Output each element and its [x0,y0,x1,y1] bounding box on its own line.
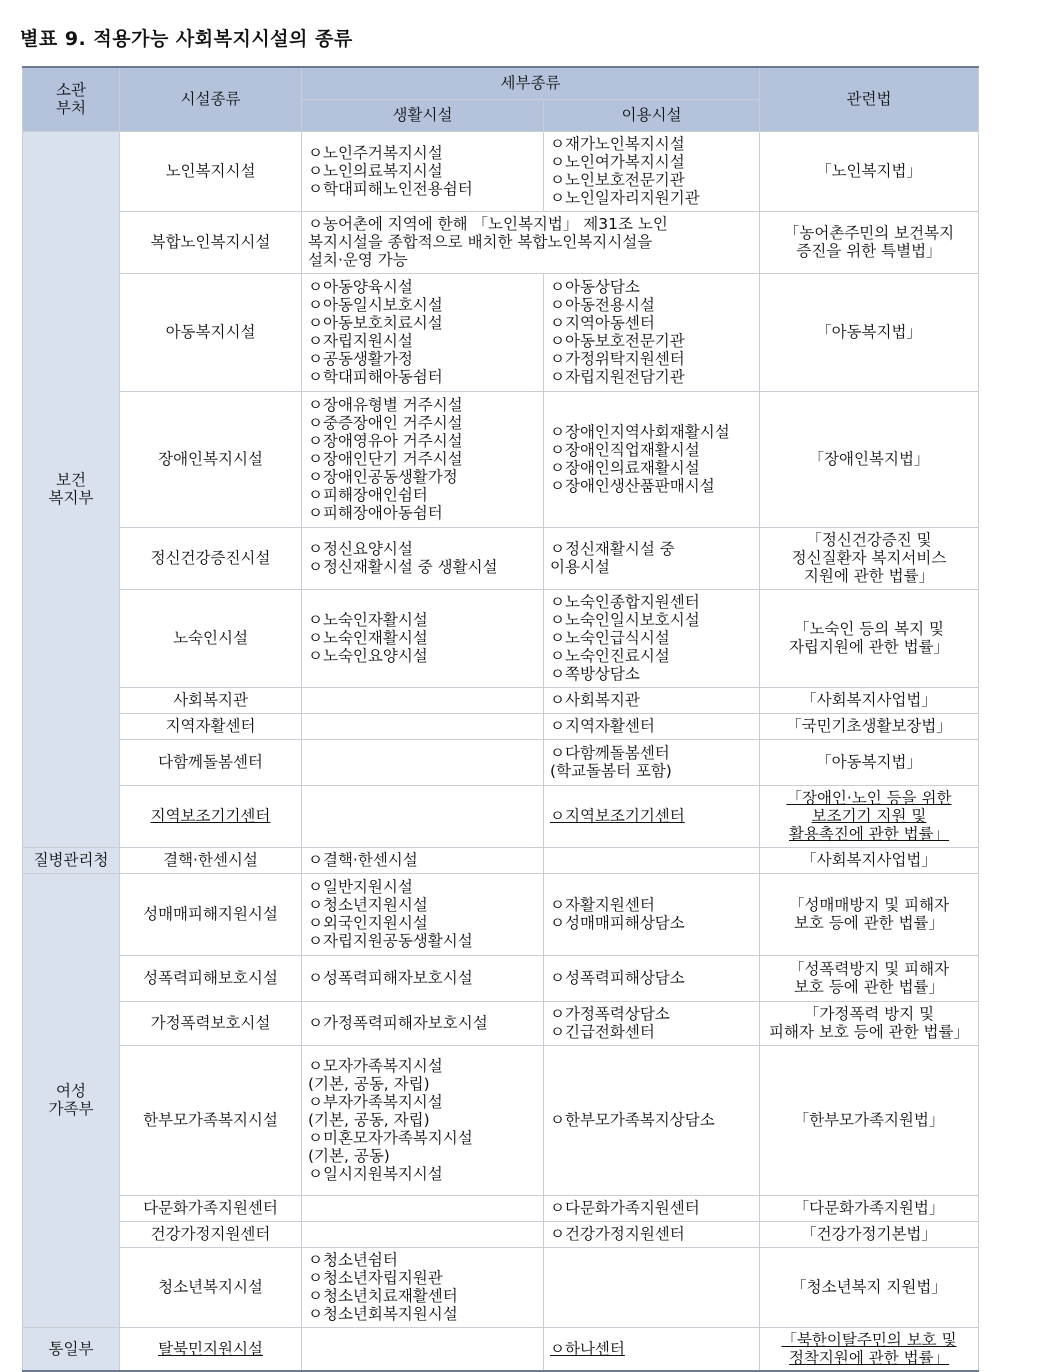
living-facilities [302,391,544,527]
text-line: 「농어촌주민의 보건복지 [783,224,955,242]
living-facilities [302,1045,544,1195]
usage-facilities [544,391,760,527]
text-line: 보호 등에 관한 법률」 [793,978,945,996]
dept-cell [23,1327,120,1371]
living-facilities [302,785,544,847]
table-row [23,527,979,589]
text-line: 「건강가정기본법」 [801,1225,937,1243]
text-line: (기본, 공동) [308,1147,390,1165]
text-line: ㅇ노숙인요양시설 [308,647,428,665]
text-line: ㅇ자활지원센터 [550,896,655,914]
facility-name: 아동복지시설 [120,273,302,391]
related-law [760,1221,979,1247]
living-facilities [302,1195,544,1221]
text-line: 지원에 관한 법률」 [803,567,935,585]
text-line: ㅇ한부모가족복지상담소 [550,1111,715,1129]
usage-facilities [544,785,760,847]
text-line: 질병관리청 [33,851,109,869]
text-line: ㅇ일시지원복지시설 [308,1165,443,1183]
usage-facilities [544,273,760,391]
table-row [23,1221,979,1247]
table-row [23,1001,979,1045]
usage-facilities [544,1221,760,1247]
text-line: 설치·운영 가능 [308,251,408,269]
text-line: ㅇ장애인직업재활시설 [550,441,700,459]
text-line: 「가정폭력 방지 및 [803,1005,935,1023]
dept-cell [23,873,120,1327]
text-line: ㅇ가정위탁지원센터 [550,350,685,368]
text-line: ㅇ지역보조기기센터 [550,807,685,825]
usage-facilities [544,1001,760,1045]
text-line: (기본, 공동, 자립) [308,1111,430,1129]
text-line: ㅇ노숙인자활시설 [308,611,428,629]
living-facilities [302,687,544,713]
usage-facilities [544,713,760,739]
text-line: ㅇ쪽방상담소 [550,665,640,683]
related-law [760,873,979,955]
text-line: ㅇ장애영유아 거주시설 [308,432,463,450]
table-row [23,713,979,739]
text-line: ㅇ노인의료복지시설 [308,162,443,180]
facility-name: 지역보조기기센터 [120,785,302,847]
table-row [23,1327,979,1371]
related-law [760,847,979,873]
living-facilities [302,1247,544,1327]
text-line: 여성 [56,1082,86,1100]
facility-name: 건강가정지원센터 [120,1221,302,1247]
text-line: ㅇ결핵·한센시설 [308,851,418,869]
related-law [760,955,979,1001]
text-line: ㅇ부자가족복지시설 [308,1093,443,1111]
text-line: ㅇ아동양육시설 [308,278,413,296]
text-line: ㅇ정신재활시설 중 [550,540,675,558]
text-line: ㅇ아동일시보호시설 [308,296,443,314]
living-facilities [302,131,544,211]
text-line: ㅇ청소년치료재활센터 [308,1287,458,1305]
text-line: ㅇ아동상담소 [550,278,640,296]
text-line: ㅇ농어촌에 지역에 한해 「노인복지법」 제31조 노인 [308,215,668,233]
text-line: 「아동복지법」 [816,753,922,771]
table-row [23,1247,979,1327]
related-law [760,1327,979,1371]
table-row [23,785,979,847]
text-line: ㅇ노인보호전문기관 [550,171,685,189]
text-line: ㅇ지역아동센터 [550,314,655,332]
usage-facilities [544,687,760,713]
facility-name: 탈북민지원시설 [120,1327,302,1371]
facility-name: 노숙인시설 [120,589,302,687]
table-row [23,211,979,273]
text-line: ㅇ자립지원시설 [308,332,413,350]
living-facilities [302,847,544,873]
usage-facilities [544,1247,760,1327]
text-line: ㅇ외국인지원시설 [308,914,428,932]
usage-facilities [544,873,760,955]
text-line: ㅇ자립지원전담기관 [550,368,685,386]
table-row [23,391,979,527]
header-dept: 소관 부처 [23,67,120,131]
table-title: 별표 9. 적용가능 사회복지시설의 종류 [20,28,353,50]
facility-table [22,66,979,1372]
related-law [760,713,979,739]
text-line: 「다문화가족지원법」 [793,1199,945,1217]
living-facilities [302,713,544,739]
text-line: 복지부 [48,489,94,507]
text-line: 「성매매방지 및 피해자 [788,896,950,914]
related-law [760,687,979,713]
facility-name: 사회복지관 [120,687,302,713]
living-facilities [302,1001,544,1045]
text-line: ㅇ장애인의료재활시설 [550,459,700,477]
text-line: ㅇ청소년지원시설 [308,896,428,914]
related-law [760,785,979,847]
text-line: ㅇ다함께돌봄센터 [550,744,670,762]
text-line: ㅇ노숙인급식시설 [550,629,670,647]
facility-name: 노인복지시설 [120,131,302,211]
related-law [760,131,979,211]
text-line: 보조기기 지원 및 [811,807,927,825]
table-body [23,131,979,1371]
table-row [23,1195,979,1221]
text-line: ㅇ아동보호전문기관 [550,332,685,350]
text-line: 보건 [56,471,86,489]
header-facility: 시설종류 [120,67,302,131]
table-row [23,739,979,785]
related-law [760,1045,979,1195]
living-facilities [302,273,544,391]
text-line: ㅇ노숙인종합지원센터 [550,593,700,611]
related-law [760,1001,979,1045]
text-line: 보호 등에 관한 법률」 [793,914,945,932]
text-line: ㅇ노인여가복지시설 [550,153,685,171]
facility-name: 가정폭력보호시설 [120,1001,302,1045]
text-line: 「성폭력방지 및 피해자 [788,960,950,978]
text-line: (기본, 공동, 자립) [308,1075,430,1093]
text-line: 증진을 위한 특별법」 [796,242,942,260]
text-line: ㅇ피해장애인쉼터 [308,486,428,504]
table-row [23,873,979,955]
text-line: ㅇ피해장애아동쉼터 [308,504,443,522]
text-line: 「노숙인 등의 복지 및 [793,620,945,638]
table-row [23,589,979,687]
related-law [760,211,979,273]
facility-name: 정신건강증진시설 [120,527,302,589]
text-line: 피해자 보호 등에 관한 법률」 [769,1023,969,1041]
table-row [23,273,979,391]
table-row [23,131,979,211]
dept-cell [23,131,120,847]
facility-name: 결핵·한센시설 [120,847,302,873]
text-line: ㅇ노인일자리지원기관 [550,189,700,207]
header-law: 관련법 [760,67,979,131]
text-line: 「사회복지사업법」 [801,691,937,709]
text-line: ㅇ지역자활센터 [550,717,655,735]
text-line: ㅇ노숙인진료시설 [550,647,670,665]
text-line: ㅇ장애유형별 거주시설 [308,396,463,414]
text-line: ㅇ가정폭력피해자보호시설 [308,1014,488,1032]
text-line: 「한부모가족지원법」 [793,1111,945,1129]
text-line: ㅇ사회복지관 [550,691,640,709]
text-line: 「사회복지사업법」 [801,851,937,869]
text-line: ㅇ다문화가족지원센터 [550,1199,700,1217]
text-line: ㅇ학대피해아동쉼터 [308,368,443,386]
text-line: 「청소년복지 지원법」 [791,1278,947,1296]
related-law [760,391,979,527]
usage-facilities [544,847,760,873]
text-line: ㅇ아동전용시설 [550,296,655,314]
text-line: 「아동복지법」 [816,323,922,341]
related-law [760,527,979,589]
text-line: ㅇ공동생활가정 [308,350,413,368]
text-line: ㅇ가정폭력상담소 [550,1005,670,1023]
table-row [23,847,979,873]
text-line: ㅇ미혼모자가족복지시설 [308,1129,473,1147]
merged-description [302,211,760,273]
facility-name: 성매매피해지원시설 [120,873,302,955]
related-law [760,739,979,785]
text-line: ㅇ노숙인일시보호시설 [550,611,700,629]
text-line: ㅇ장애인단기 거주시설 [308,450,463,468]
text-line: 통일부 [48,1339,94,1358]
living-facilities [302,1221,544,1247]
text-line: ㅇ성매매피해상담소 [550,914,685,932]
usage-facilities [544,589,760,687]
text-line: ㅇ재가노인복지시설 [550,135,685,153]
text-line: 이용시설 [550,558,610,576]
text-line: 복지시설을 종합적으로 배치한 복합노인복지시설을 [308,233,653,251]
text-line: ㅇ건강가정지원센터 [550,1225,685,1243]
facility-name: 장애인복지시설 [120,391,302,527]
text-line: ㅇ장애인생산품판매시설 [550,477,715,495]
usage-facilities [544,739,760,785]
text-line: ㅇ긴급전화센터 [550,1023,655,1041]
facility-name: 다문화가족지원센터 [120,1195,302,1221]
text-line: ㅇ하나센터 [550,1339,625,1358]
related-law [760,589,979,687]
text-line: 「정신건강증진 및 [806,531,932,549]
usage-facilities [544,1045,760,1195]
table-row [23,955,979,1001]
text-line: 「장애인·노인 등을 위한 [786,789,952,807]
living-facilities [302,1327,544,1371]
related-law [760,1195,979,1221]
text-line: 정신질환자 복지서비스 [791,549,947,567]
usage-facilities [544,1327,760,1371]
table-row [23,687,979,713]
text-line: ㅇ청소년쉼터 [308,1251,398,1269]
header-usage: 이용시설 [544,99,760,131]
text-line: 활용촉진에 관한 법률」 [788,825,950,843]
living-facilities [302,873,544,955]
text-line: ㅇ정신재활시설 중 생활시설 [308,558,498,576]
text-line: ㅇ장애인지역사회재활시설 [550,423,730,441]
living-facilities [302,527,544,589]
facility-name: 성폭력피해보호시설 [120,955,302,1001]
living-facilities [302,589,544,687]
text-line: ㅇ청소년회복지원시설 [308,1305,458,1323]
text-line: ㅇ자립지원공동생활시설 [308,932,473,950]
related-law [760,273,979,391]
text-line: ㅇ일반지원시설 [308,878,413,896]
facility-name: 한부모가족복지시설 [120,1045,302,1195]
text-line: ㅇ노숙인재활시설 [308,629,428,647]
usage-facilities [544,527,760,589]
facility-name: 다함께돌봄센터 [120,739,302,785]
text-line: ㅇ노인주거복지시설 [308,144,443,162]
text-line: (학교돌봄터 포함) [550,762,672,780]
text-line: ㅇ아동보호치료시설 [308,314,443,332]
text-line: 「장애인복지법」 [808,450,930,468]
header-detail: 세부종류 [302,67,760,99]
text-line: 가족부 [48,1100,94,1118]
text-line: ㅇ성폭력피해자보호시설 [308,969,473,987]
text-line: 자립지원에 관한 법률」 [788,638,950,656]
text-line: ㅇ중증장애인 거주시설 [308,414,463,432]
text-line: ㅇ성폭력피해상담소 [550,969,685,987]
header-living: 생활시설 [302,99,544,131]
text-line: ㅇ장애인공동생활가정 [308,468,458,486]
text-line: ㅇ청소년자립지원관 [308,1269,443,1287]
text-line: ㅇ정신요양시설 [308,540,413,558]
facility-name: 복합노인복지시설 [120,211,302,273]
usage-facilities [544,955,760,1001]
text-line: ㅇ모자가족복지시설 [308,1057,443,1075]
table-row [23,1045,979,1195]
text-line: 「노인복지법」 [816,162,922,180]
text-line: 「북한이탈주민의 보호 및 [781,1330,957,1349]
dept-cell [23,847,120,873]
text-line: 「국민기초생활보장법」 [786,717,952,735]
text-line: 정착지원에 관한 법률」 [788,1348,950,1367]
related-law [760,1247,979,1327]
text-line: ㅇ학대피해노인전용쉼터 [308,180,473,198]
usage-facilities [544,1195,760,1221]
facility-name: 지역자활센터 [120,713,302,739]
living-facilities [302,739,544,785]
usage-facilities [544,131,760,211]
living-facilities [302,955,544,1001]
facility-name: 청소년복지시설 [120,1247,302,1327]
